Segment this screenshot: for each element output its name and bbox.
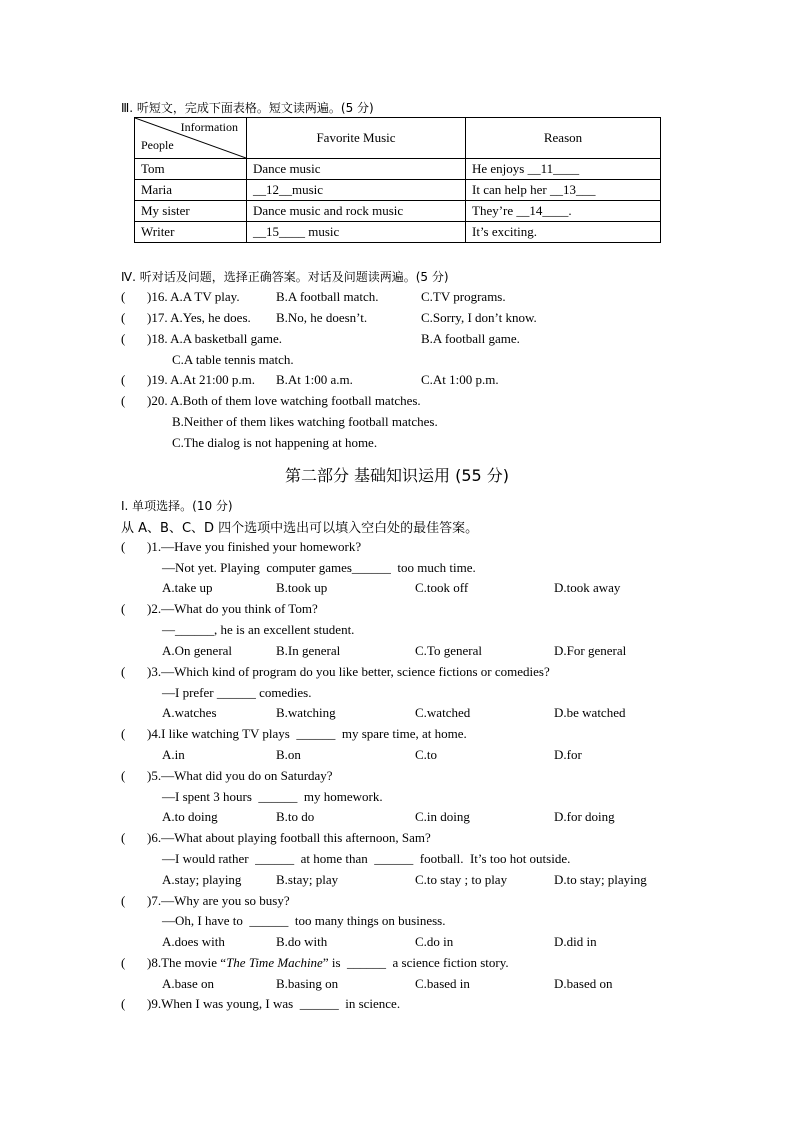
- answer-paren: (: [121, 289, 126, 304]
- q20-stem: )20. A.Both of them love watching football matches.: [147, 393, 421, 408]
- q1-option-b: B.took up: [276, 580, 328, 595]
- answer-paren: (: [121, 601, 126, 616]
- q7-stem: )7.—Why are you so busy?: [147, 893, 290, 908]
- answer-paren: (: [121, 664, 126, 679]
- q3-option-a: A.watches: [162, 705, 217, 720]
- q6-stem: )6.—What about playing football this afternoon, Sam?: [147, 830, 431, 845]
- section-1-title: Ⅰ. 单项选择。(10 分): [121, 499, 233, 513]
- q7-option-d: D.did in: [554, 934, 597, 949]
- answer-paren: (: [121, 539, 126, 554]
- cell-music: __12__music: [247, 180, 466, 201]
- q18-stem: )18. A.A basketball game.: [147, 331, 283, 346]
- answer-paren: (: [121, 996, 126, 1011]
- q17-stem: )17. A.Yes, he does.: [147, 310, 251, 325]
- answer-paren: (: [121, 393, 126, 408]
- header-information: Information: [180, 120, 238, 134]
- q20-option-b: B.Neither of them likes watching football matches.: [172, 414, 438, 429]
- q8-option-b: B.basing on: [276, 976, 339, 991]
- q3-option-d: D.be watched: [554, 705, 626, 720]
- cell-music: Dance music: [247, 159, 466, 180]
- info-table: [134, 117, 661, 243]
- answer-paren: (: [121, 768, 126, 783]
- header-people: People: [141, 138, 174, 152]
- answer-paren: (: [121, 726, 126, 741]
- table-row: [135, 201, 661, 222]
- answer-paren: (: [121, 893, 126, 908]
- part-2-title: 第二部分 基础知识运用 (55 分): [284, 466, 510, 485]
- q2-option-a: A.On general: [162, 643, 233, 658]
- q3-stem-2: —I prefer ______ comedies.: [162, 685, 312, 700]
- q6-option-a: A.stay; playing: [162, 872, 242, 887]
- q1-stem: )1.—Have you finished your homework?: [147, 539, 362, 554]
- table-row: [135, 159, 661, 180]
- q6-option-b: B.stay; play: [276, 872, 339, 887]
- answer-paren: (: [121, 372, 126, 387]
- table-header-row: [135, 118, 661, 159]
- cell-person: Writer: [135, 222, 247, 243]
- q5-option-a: A.to doing: [162, 809, 218, 824]
- header-favorite-music: Favorite Music: [247, 118, 466, 159]
- q18-option-b: B.A football game.: [421, 331, 520, 346]
- q8-movie-title: The Time Machine: [226, 955, 323, 970]
- q8-stem: [147, 955, 509, 971]
- table-row: [135, 180, 661, 201]
- cell-music: Dance music and rock music: [247, 201, 466, 222]
- q8-option-c: C.based in: [415, 976, 470, 991]
- q16-stem: )16. A.A TV play.: [147, 289, 240, 304]
- q4-stem: )4.I like watching TV plays ______ my spare time, at home.: [147, 726, 467, 741]
- q9-stem: )9.When I was young, I was ______ in science.: [147, 996, 401, 1011]
- q3-option-c: C.watched: [415, 705, 471, 720]
- table-row: [135, 222, 661, 243]
- q19-option-b: B.At 1:00 a.m.: [276, 372, 353, 387]
- q2-option-c: C.To general: [415, 643, 482, 658]
- q7-stem-2: —Oh, I have to ______ too many things on business.: [162, 913, 446, 928]
- q8-option-d: D.based on: [554, 976, 613, 991]
- q2-stem-2: —______, he is an excellent student.: [162, 622, 355, 637]
- cell-reason: He enjoys __11____: [466, 159, 661, 180]
- q4-option-c: C.to: [415, 747, 438, 762]
- q6-option-d: D.to stay; playing: [554, 872, 647, 887]
- cell-person: My sister: [135, 201, 247, 222]
- section-3-title: Ⅲ. 听短文，完成下面表格。短文读两遍。(5 分): [121, 101, 374, 115]
- answer-paren: (: [121, 310, 126, 325]
- q16-option-b: B.A football match.: [276, 289, 379, 304]
- q20-option-c: C.The dialog is not happening at home.: [172, 435, 378, 450]
- q5-stem-2: —I spent 3 hours ______ my homework.: [162, 789, 383, 804]
- q1-stem-2: —Not yet. Playing computer games______ too much time.: [162, 560, 476, 575]
- q2-option-d: D.For general: [554, 643, 627, 658]
- section-4-title: Ⅳ. 听对话及问题，选择正确答案。对话及问题读两遍。(5 分): [121, 270, 449, 284]
- q4-option-a: A.in: [162, 747, 185, 762]
- answer-paren: (: [121, 331, 126, 346]
- q2-option-b: B.In general: [276, 643, 341, 658]
- answer-paren: (: [121, 955, 126, 970]
- q5-option-d: D.for doing: [554, 809, 615, 824]
- q5-option-b: B.to do: [276, 809, 315, 824]
- q7-option-a: A.does with: [162, 934, 225, 949]
- q8-stem-start: )8.The movie “: [147, 955, 227, 970]
- q4-option-b: B.on: [276, 747, 301, 762]
- cell-music: __15____ music: [247, 222, 466, 243]
- answer-paren: (: [121, 830, 126, 845]
- q1-option-a: A.take up: [162, 580, 213, 595]
- header-reason: Reason: [466, 118, 661, 159]
- cell-person: Tom: [135, 159, 247, 180]
- q1-option-c: C.took off: [415, 580, 469, 595]
- q8-stem-end: ” is ______ a science fiction story.: [322, 955, 509, 970]
- q19-stem: )19. A.At 21:00 p.m.: [147, 372, 255, 387]
- q1-option-d: D.took away: [554, 580, 621, 595]
- q19-option-c: C.At 1:00 p.m.: [421, 372, 499, 387]
- cell-reason: They’re __14____.: [466, 201, 661, 222]
- cell-reason: It’s exciting.: [466, 222, 661, 243]
- cell-person: Maria: [135, 180, 247, 201]
- q4-option-d: D.for: [554, 747, 582, 762]
- q5-stem: )5.—What did you do on Saturday?: [147, 768, 333, 783]
- q18-option-c: C.A table tennis match.: [172, 352, 294, 367]
- q5-option-c: C.in doing: [415, 809, 470, 824]
- q17-option-b: B.No, he doesn’t.: [276, 310, 368, 325]
- q3-stem: )3.—Which kind of program do you like better, science fictions or comedies?: [147, 664, 550, 679]
- q2-stem: )2.—What do you think of Tom?: [147, 601, 318, 616]
- diagonal-header-cell: [135, 118, 247, 159]
- q3-option-b: B.watching: [276, 705, 336, 720]
- q6-stem-2: —I would rather ______ at home than ______ football. It’s too hot outside.: [162, 851, 571, 866]
- q8-option-a: A.base on: [162, 976, 214, 991]
- q17-option-c: C.Sorry, I don’t know.: [421, 310, 537, 325]
- cell-reason: It can help her __13___: [466, 180, 661, 201]
- q7-option-b: B.do with: [276, 934, 328, 949]
- section-1-instructions: 从 A、B、C、D 四个选项中选出可以填入空白处的最佳答案。: [121, 521, 479, 536]
- q6-option-c: C.to stay ; to play: [415, 872, 508, 887]
- q7-option-c: C.do in: [415, 934, 454, 949]
- q16-option-c: C.TV programs.: [421, 289, 506, 304]
